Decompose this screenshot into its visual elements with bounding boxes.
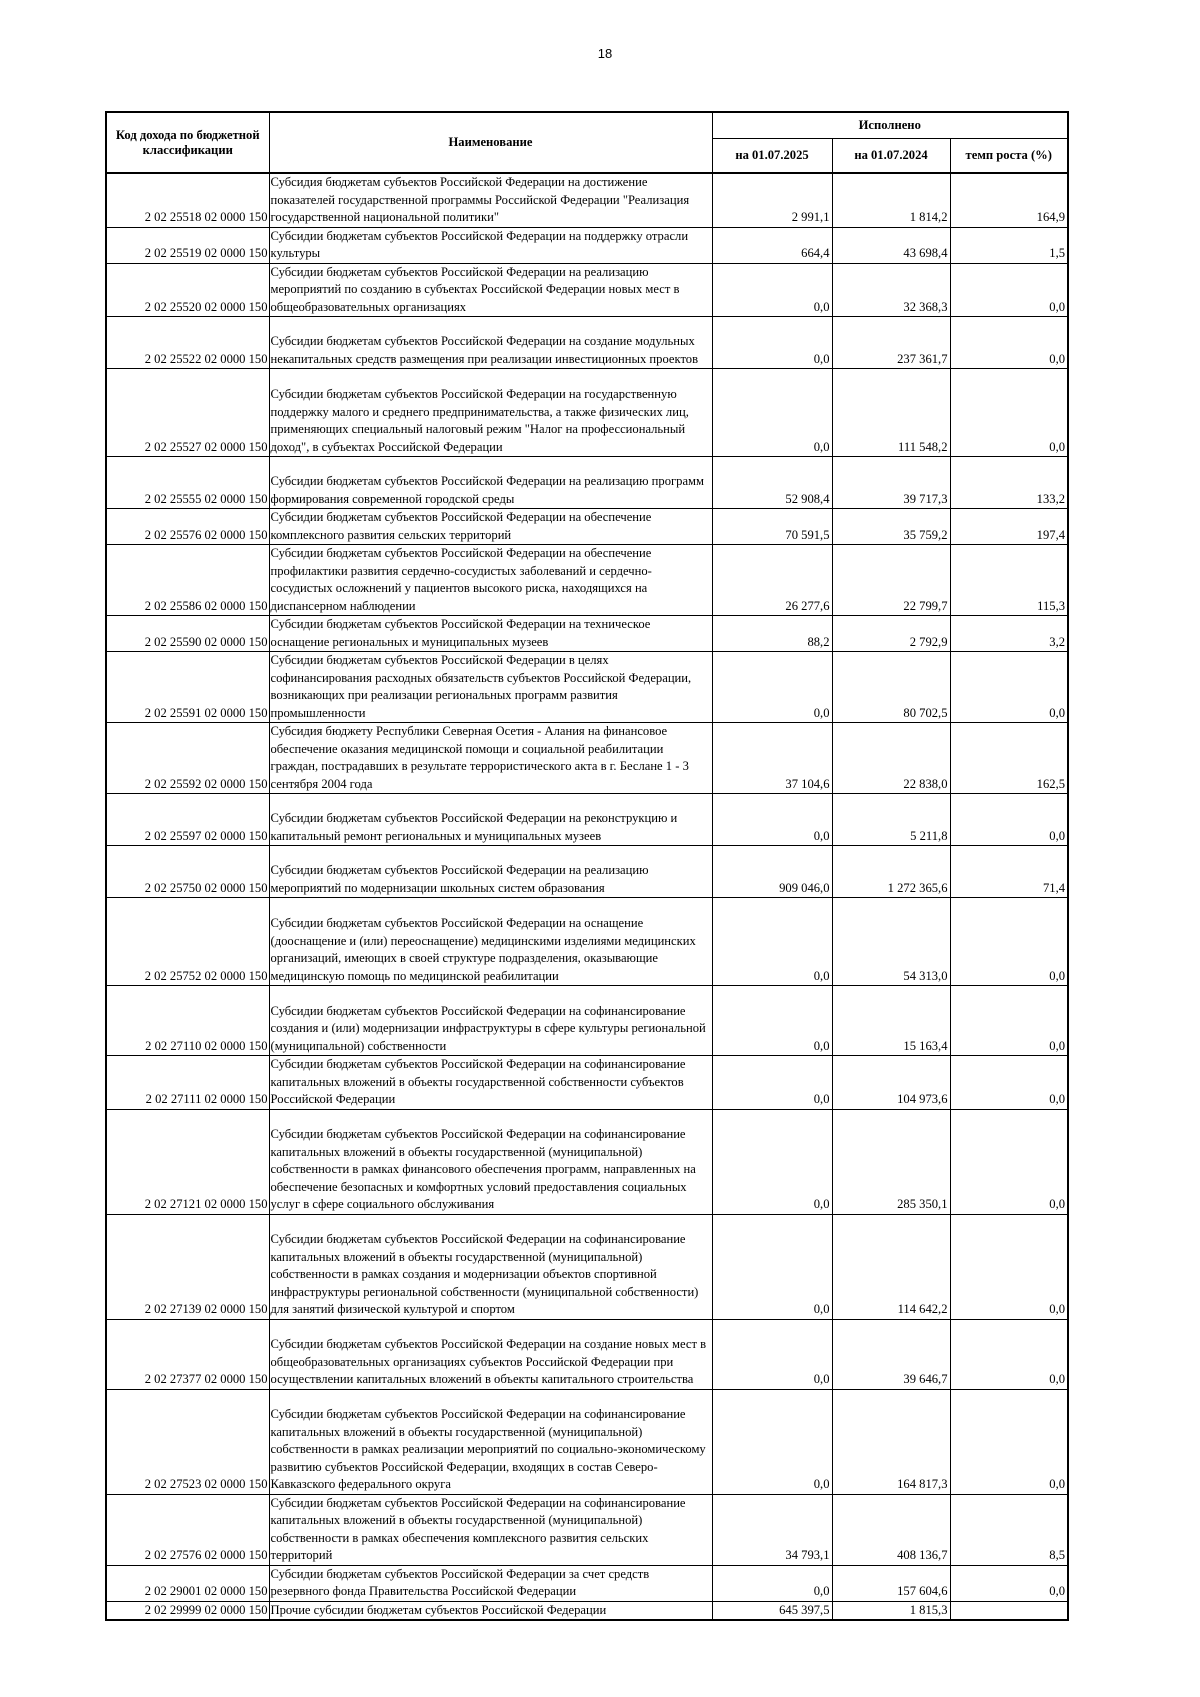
- value-2025-cell: 645 397,5: [712, 1601, 832, 1620]
- value-2024-cell: 157 604,6: [832, 1565, 950, 1601]
- growth-rate-cell: 71,4: [950, 846, 1068, 898]
- code-cell: 2 02 25586 02 0000 150: [106, 545, 269, 616]
- value-2024-cell: 114 642,2: [832, 1214, 950, 1319]
- table-row: [106, 1565, 1068, 1601]
- code-cell: 2 02 25591 02 0000 150: [106, 652, 269, 723]
- value-2025-cell: 2 991,1: [712, 173, 832, 227]
- growth-rate-cell: 115,3: [950, 545, 1068, 616]
- value-2025-cell: 52 908,4: [712, 457, 832, 509]
- value-2024-cell: 1 272 365,6: [832, 846, 950, 898]
- growth-rate-cell: 0,0: [950, 898, 1068, 986]
- value-2025-cell: 88,2: [712, 616, 832, 652]
- name-cell: Субсидии бюджетам субъектов Российской Федерации на софинансирование капитальных вложений в объекты государственной (муниципальной) собственности в рамках обеспечения комплексного развития сельских территорий: [269, 1494, 712, 1565]
- code-cell: 2 02 25576 02 0000 150: [106, 509, 269, 545]
- growth-rate-cell: 133,2: [950, 457, 1068, 509]
- code-cell: 2 02 25522 02 0000 150: [106, 317, 269, 369]
- value-2025-cell: 664,4: [712, 227, 832, 263]
- name-cell: Субсидии бюджетам субъектов Российской Федерации на софинансирование капитальных вложений в объекты государственной собственности субъектов Российской Федерации: [269, 1056, 712, 1110]
- table-row: [106, 545, 1068, 616]
- header-executed: Исполнено: [712, 112, 1068, 139]
- code-cell: 2 02 25590 02 0000 150: [106, 616, 269, 652]
- table-row: [106, 509, 1068, 545]
- value-2025-cell: 0,0: [712, 1319, 832, 1389]
- table-row: [106, 1109, 1068, 1214]
- code-cell: 2 02 27139 02 0000 150: [106, 1214, 269, 1319]
- name-cell: Субсидии бюджетам субъектов Российской Федерации на оснащение (дооснащение и (или) переоснащение) медицинскими изделиями медицинских организаций, имеющих в своей структуре подразделения, оказывающие медицинскую помощь по медицинской реабилитации: [269, 898, 712, 986]
- name-cell: Субсидии бюджетам субъектов Российской Федерации на реализацию мероприятий по созданию в субъектах Российской Федерации новых мест в общеобразовательных организациях: [269, 263, 712, 317]
- name-cell: Субсидия бюджету Республики Северная Осетия - Алания на финансовое обеспечение оказания медицинской помощи и социальной реабилитации граждан, пострадавших в результате террористического акта в г. Беслане 1 - 3 сентября 2004 года: [269, 723, 712, 794]
- value-2025-cell: 34 793,1: [712, 1494, 832, 1565]
- table-row: [106, 457, 1068, 509]
- name-cell: Субсидии бюджетам субъектов Российской Федерации на государственную поддержку малого и среднего предпринимательства, а также физических лиц, применяющих специальный налоговый режим "Налог на профессиональный доход", в субъектах Российской Федерации: [269, 369, 712, 457]
- table-body: [106, 173, 1068, 1620]
- page-number: 18: [597, 46, 613, 61]
- name-cell: Субсидии бюджетам субъектов Российской Федерации на софинансирование капитальных вложений в объекты государственной (муниципальной) собственности в рамках создания и модернизации объектов спортивной инфраструктуры региональной собственности (муниципальной собственности) для занятий физической культурой и спортом: [269, 1214, 712, 1319]
- code-cell: 2 02 27523 02 0000 150: [106, 1389, 269, 1494]
- code-cell: 2 02 25592 02 0000 150: [106, 723, 269, 794]
- code-cell: 2 02 27110 02 0000 150: [106, 986, 269, 1056]
- table-row: [106, 1319, 1068, 1389]
- value-2025-cell: 0,0: [712, 369, 832, 457]
- name-cell: Субсидии бюджетам субъектов Российской Федерации на обеспечение комплексного развития сельских территорий: [269, 509, 712, 545]
- name-cell: Субсидии бюджетам субъектов Российской Федерации на поддержку отрасли культуры: [269, 227, 712, 263]
- code-cell: 2 02 25555 02 0000 150: [106, 457, 269, 509]
- value-2024-cell: 5 211,8: [832, 794, 950, 846]
- value-2025-cell: 0,0: [712, 652, 832, 723]
- name-cell: Субсидии бюджетам субъектов Российской Федерации на софинансирование создания и (или) модернизации инфраструктуры в сфере культуры региональной (муниципальной) собственности: [269, 986, 712, 1056]
- value-2024-cell: 2 792,9: [832, 616, 950, 652]
- growth-rate-cell: 162,5: [950, 723, 1068, 794]
- value-2025-cell: 26 277,6: [712, 545, 832, 616]
- value-2025-cell: 0,0: [712, 317, 832, 369]
- table-row: [106, 986, 1068, 1056]
- name-cell: Субсидии бюджетам субъектов Российской Федерации на реализацию программ формирования современной городской среды: [269, 457, 712, 509]
- growth-rate-cell: 0,0: [950, 263, 1068, 317]
- name-cell: Субсидии бюджетам субъектов Российской Федерации на реализацию мероприятий по модернизации школьных систем образования: [269, 846, 712, 898]
- growth-rate-cell: 8,5: [950, 1494, 1068, 1565]
- value-2025-cell: 0,0: [712, 1565, 832, 1601]
- code-cell: 2 02 25750 02 0000 150: [106, 846, 269, 898]
- growth-rate-cell: 0,0: [950, 794, 1068, 846]
- table-row: [106, 369, 1068, 457]
- value-2024-cell: 35 759,2: [832, 509, 950, 545]
- code-cell: 2 02 27576 02 0000 150: [106, 1494, 269, 1565]
- value-2025-cell: 0,0: [712, 794, 832, 846]
- table-row: [106, 846, 1068, 898]
- value-2024-cell: 22 799,7: [832, 545, 950, 616]
- header-period-current: на 01.07.2025: [712, 139, 832, 174]
- value-2024-cell: 22 838,0: [832, 723, 950, 794]
- table-row: [106, 616, 1068, 652]
- value-2024-cell: 164 817,3: [832, 1389, 950, 1494]
- code-cell: 2 02 25752 02 0000 150: [106, 898, 269, 986]
- value-2024-cell: 111 548,2: [832, 369, 950, 457]
- code-cell: 2 02 29001 02 0000 150: [106, 1565, 269, 1601]
- table-row: [106, 794, 1068, 846]
- growth-rate-cell: 0,0: [950, 369, 1068, 457]
- growth-rate-cell: 0,0: [950, 1389, 1068, 1494]
- growth-rate-cell: 0,0: [950, 986, 1068, 1056]
- revenue-table: [105, 111, 1069, 1621]
- name-cell: Субсидия бюджетам субъектов Российской Федерации на достижение показателей государственной программы Российской Федерации "Реализация государственной национальной политики": [269, 173, 712, 227]
- header-name: Наименование: [269, 112, 712, 173]
- value-2024-cell: 1 814,2: [832, 173, 950, 227]
- code-cell: 2 02 27121 02 0000 150: [106, 1109, 269, 1214]
- growth-rate-cell: 164,9: [950, 173, 1068, 227]
- value-2025-cell: 0,0: [712, 898, 832, 986]
- growth-rate-cell: 0,0: [950, 1319, 1068, 1389]
- header-period-previous: на 01.07.2024: [832, 139, 950, 174]
- growth-rate-cell: [950, 1601, 1068, 1620]
- name-cell: Субсидии бюджетам субъектов Российской Федерации на создание новых мест в общеобразовательных организациях субъектов Российской Федерации при осуществлении капитальных вложений в объекты капитального строительства: [269, 1319, 712, 1389]
- table-row: [106, 898, 1068, 986]
- table-row: [106, 227, 1068, 263]
- table-row: [106, 1056, 1068, 1110]
- name-cell: Субсидии бюджетам субъектов Российской Федерации на обеспечение профилактики развития сердечно-сосудистых заболеваний и сердечно-сосудистых осложнений у пациентов высокого риска, находящихся на диспансерном наблюдении: [269, 545, 712, 616]
- name-cell: Субсидии бюджетам субъектов Российской Федерации на реконструкцию и капитальный ремонт региональных и муниципальных музеев: [269, 794, 712, 846]
- value-2024-cell: 104 973,6: [832, 1056, 950, 1110]
- table-row: [106, 263, 1068, 317]
- table-row: [106, 1389, 1068, 1494]
- value-2024-cell: 1 815,3: [832, 1601, 950, 1620]
- code-cell: 2 02 25527 02 0000 150: [106, 369, 269, 457]
- name-cell: Субсидии бюджетам субъектов Российской Федерации на техническое оснащение региональных и муниципальных музеев: [269, 616, 712, 652]
- value-2024-cell: 54 313,0: [832, 898, 950, 986]
- value-2025-cell: 0,0: [712, 986, 832, 1056]
- value-2024-cell: 32 368,3: [832, 263, 950, 317]
- growth-rate-cell: 3,2: [950, 616, 1068, 652]
- code-cell: 2 02 29999 02 0000 150: [106, 1601, 269, 1620]
- value-2025-cell: 37 104,6: [712, 723, 832, 794]
- header-code: Код дохода по бюджетной классификации: [106, 112, 269, 173]
- value-2025-cell: 0,0: [712, 1056, 832, 1110]
- value-2024-cell: 237 361,7: [832, 317, 950, 369]
- growth-rate-cell: 0,0: [950, 652, 1068, 723]
- value-2024-cell: 408 136,7: [832, 1494, 950, 1565]
- growth-rate-cell: 1,5: [950, 227, 1068, 263]
- name-cell: Субсидии бюджетам субъектов Российской Федерации в целях софинансирования расходных обязательств субъектов Российской Федерации, возникающих при реализации региональных программ развития промышленности: [269, 652, 712, 723]
- name-cell: Субсидии бюджетам субъектов Российской Федерации за счет средств резервного фонда Правительства Российской Федерации: [269, 1565, 712, 1601]
- growth-rate-cell: 0,0: [950, 1214, 1068, 1319]
- value-2024-cell: 39 646,7: [832, 1319, 950, 1389]
- value-2025-cell: 0,0: [712, 1109, 832, 1214]
- code-cell: 2 02 27111 02 0000 150: [106, 1056, 269, 1110]
- code-cell: 2 02 25520 02 0000 150: [106, 263, 269, 317]
- code-cell: 2 02 27377 02 0000 150: [106, 1319, 269, 1389]
- name-cell: Субсидии бюджетам субъектов Российской Федерации на софинансирование капитальных вложений в объекты государственной (муниципальной) собственности в рамках финансового обеспечения программ, направленных на обеспечение безопасных и комфортных условий предоставления социальных услуг в сфере социального обслуживания: [269, 1109, 712, 1214]
- name-cell: Прочие субсидии бюджетам субъектов Российской Федерации: [269, 1601, 712, 1620]
- value-2025-cell: 909 046,0: [712, 846, 832, 898]
- table-row: [106, 1494, 1068, 1565]
- code-cell: 2 02 25519 02 0000 150: [106, 227, 269, 263]
- table-row: [106, 1601, 1068, 1620]
- value-2024-cell: 285 350,1: [832, 1109, 950, 1214]
- growth-rate-cell: 0,0: [950, 1565, 1068, 1601]
- table-row: [106, 1214, 1068, 1319]
- value-2025-cell: 0,0: [712, 1389, 832, 1494]
- table-row: [106, 173, 1068, 227]
- header-growth-rate: темп роста (%): [950, 139, 1068, 174]
- value-2024-cell: 15 163,4: [832, 986, 950, 1056]
- name-cell: Субсидии бюджетам субъектов Российской Федерации на софинансирование капитальных вложений в объекты государственной (муниципальной) собственности в рамках реализации мероприятий по социально-экономическому развитию субъектов Российской Федерации, входящих в состав Северо-Кавказского федерального округа: [269, 1389, 712, 1494]
- value-2024-cell: 80 702,5: [832, 652, 950, 723]
- table-row: [106, 317, 1068, 369]
- table-row: [106, 652, 1068, 723]
- value-2025-cell: 0,0: [712, 263, 832, 317]
- growth-rate-cell: 197,4: [950, 509, 1068, 545]
- name-cell: Субсидии бюджетам субъектов Российской Федерации на создание модульных некапитальных средств размещения при реализации инвестиционных проектов: [269, 317, 712, 369]
- code-cell: 2 02 25518 02 0000 150: [106, 173, 269, 227]
- value-2025-cell: 70 591,5: [712, 509, 832, 545]
- code-cell: 2 02 25597 02 0000 150: [106, 794, 269, 846]
- growth-rate-cell: 0,0: [950, 317, 1068, 369]
- value-2024-cell: 39 717,3: [832, 457, 950, 509]
- table-header: [106, 112, 1068, 173]
- growth-rate-cell: 0,0: [950, 1109, 1068, 1214]
- growth-rate-cell: 0,0: [950, 1056, 1068, 1110]
- value-2025-cell: 0,0: [712, 1214, 832, 1319]
- value-2024-cell: 43 698,4: [832, 227, 950, 263]
- table-row: [106, 723, 1068, 794]
